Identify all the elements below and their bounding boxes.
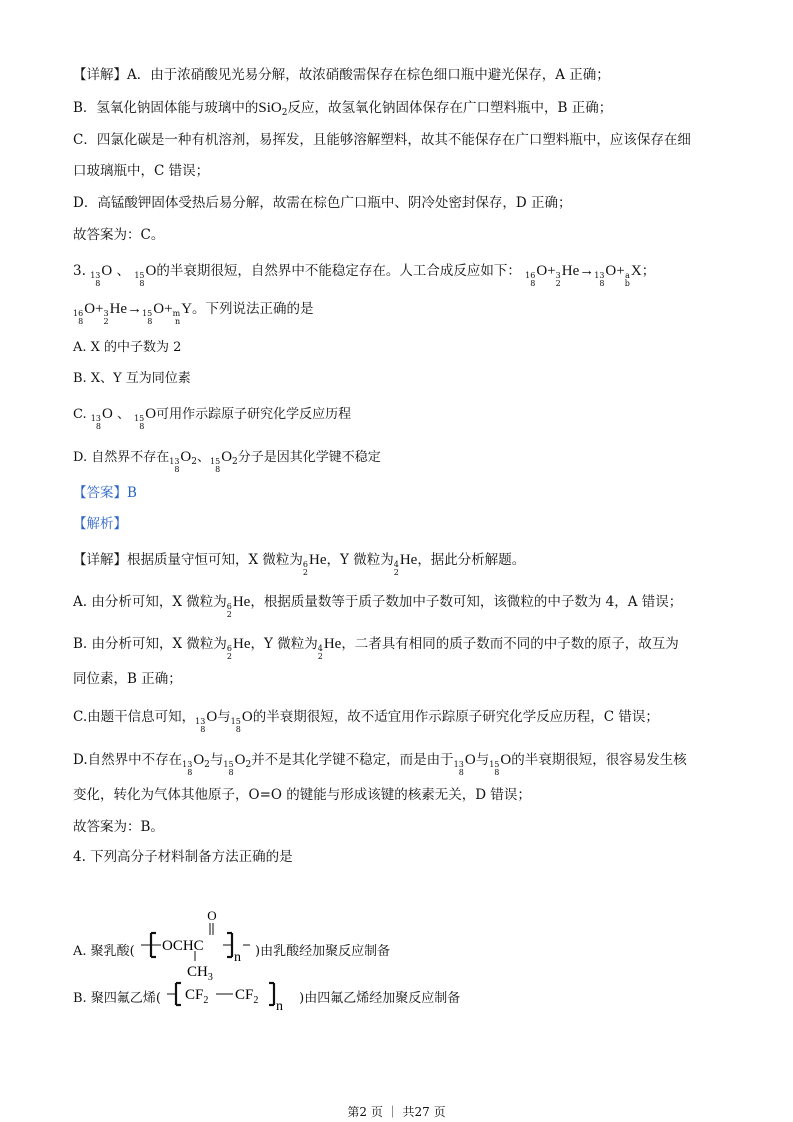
q3-detail-line-2: A. 由分析可知，X 微粒为 6 2 He，根据质量数等于质子数加中子数可知，该微粒的中子数为 4，A 错误； xyxy=(73,594,683,619)
q2-conclusion: 故答案为：C。 xyxy=(73,227,165,243)
formula-n: n xyxy=(233,950,241,965)
q3-option-b: B. X、Y 互为同位素 xyxy=(73,371,191,386)
q3-stem-line-1: 3. 13 8 O 、 15 8 O的半衰期很短，自然界中不能稳定存在。人工合成反应如下： 16 8 O+ 3 2 He→ 13 8 O+ a b X； xyxy=(73,263,656,288)
formula-carbonyl-o: O xyxy=(207,908,217,923)
q3-detail-line-3: B. 由分析可知，X 微粒为 6 2 He，Y 微粒为 4 2 He，二者具有相同的质子数而不同的中子数的原子，故互为 xyxy=(73,636,679,661)
q2-detail-line-2: B．氢氧化钠固体能与玻璃中的SiO$_2$反应，故氢氧化钠固体保存在广口塑料瓶中，B 正确； xyxy=(73,100,613,118)
q3-option-d: D. 自然界不存在 13 8 $O_2$、 15 8 $O_2$分子是因其化学键不稳定 xyxy=(73,449,381,474)
q2-detail-line-5: D．高锰酸钾固体受热后易分解，故需在棕色广口瓶中、阴冷处密封保存，D 正确； xyxy=(73,195,572,211)
q3-detail-line-7: 变化，转化为气体其他原子，O=O 的键能与形成该键的核素无关，D 错误； xyxy=(73,787,531,803)
page-footer: 第2 页 ｜ 共27 页 xyxy=(347,1105,446,1119)
q3-answer: 【答案】B xyxy=(73,485,137,501)
q3-conclusion: 故答案为：B。 xyxy=(73,819,164,835)
q2-detail-line-1: 【详解】A．由于浓硝酸见光易分解，故浓硝酸需保存在棕色细口瓶中避光保存，A 正确； xyxy=(73,67,610,83)
q4-option-a: A. 聚乳酸( OCHC O $CH_3$ n )由乳酸经加聚反应制备 xyxy=(73,905,390,985)
q3-detail-line-1: 【详解】根据质量守恒可知，X 微粒为 6 2 He，Y 微粒为 4 2 He，据此分析解题。 xyxy=(73,552,526,577)
q3-stem-line-2: 16 8 O+ 3 2 He→ 15 8 O+ m n Y。下列说法正确的是 xyxy=(73,301,314,326)
polylactic-acid-formula xyxy=(139,905,251,985)
q4-option-b: B. 聚四氟乙烯( $CF_2$ $CF_2$ n )由四氟乙烯经加聚反应制备 xyxy=(73,979,460,1013)
ptfe-formula xyxy=(165,979,295,1013)
formula-cf2-right: $CF_2$ xyxy=(235,987,259,1006)
q4-stem: 4. 下列高分子材料制备方法正确的是 xyxy=(73,849,293,865)
q3-option-a: A. X 的中子数为 2 xyxy=(73,340,182,355)
q2-detail-line-4: 口玻璃瓶中，C 错误； xyxy=(73,163,210,179)
formula-n: n xyxy=(276,999,284,1013)
q3-option-c: C. 13 8 O 、 15 8 O可用作示踪原子研究化学反应历程 xyxy=(73,406,352,431)
formula-methyl: $CH_3$ xyxy=(186,964,213,983)
formula-main-text: OCHC xyxy=(161,938,204,954)
q3-analysis-label: 【解析】 xyxy=(73,516,127,532)
formula-cf2-left: $CF_2$ xyxy=(185,987,209,1006)
q2-detail-line-3: C．四氯化碳是一种有机溶剂，易挥发，且能够溶解塑料，故其不能保存在广口塑料瓶中，应该保存在细 xyxy=(73,132,691,148)
q3-detail-line-4: 同位素，B 正确； xyxy=(73,671,182,687)
q3-detail-line-6: D.自然界中不存在 13 8 $O_2$与 15 8 $O_2$并不是其化学键不稳定，而是由于 13 8 O与 15 8 O的半衰期很短，很容易发生核 xyxy=(73,752,687,777)
q3-detail-line-5: C.由题干信息可知， 13 8 O与 15 8 O的半衰期很短，故不适宜用作示踪原子研究化学反应历程，C 错误； xyxy=(73,709,659,734)
